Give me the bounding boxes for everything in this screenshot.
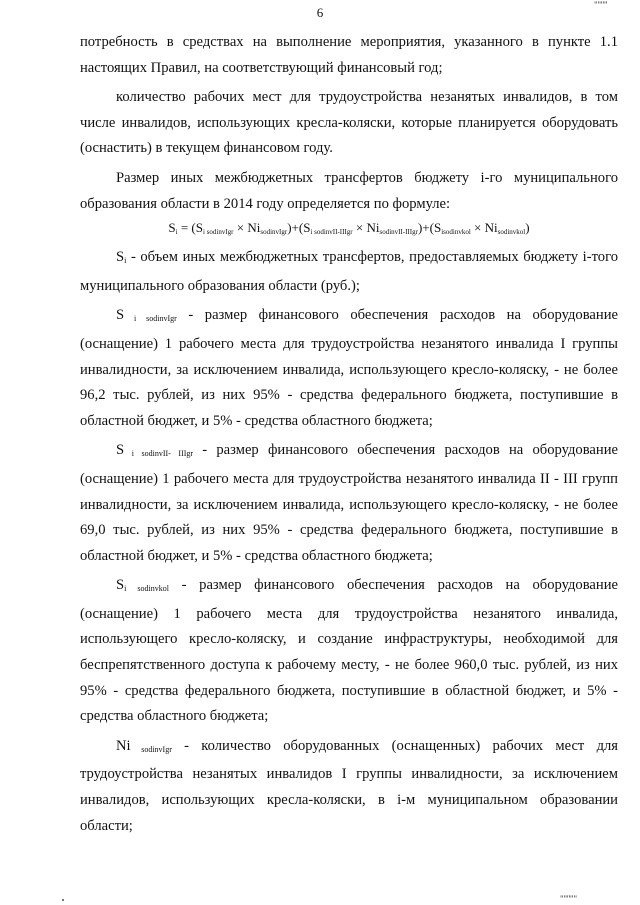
scan-mark-top: "'''''' <box>594 0 608 10</box>
formula-term3-sub: isodinvkol <box>441 228 471 237</box>
def-text: - размер финансового обеспечения расходов на оборудование (оснащение) 1 рабочего места для трудоустройства незанятого инвалида, использующего кресло-коляску, и создание инфраструктуры, необходимой для беспрепятственного доступа к рабочему месту, - не более 960,0 тыс. рублей, из них 95% - средства федерального бюджета, поступившие в областной бюджет, и 5% - средства областного бюджета; <box>80 577 618 725</box>
def-subscript: i <box>124 256 127 266</box>
scan-mark-bottom: "''''''" <box>560 894 578 904</box>
formula-times1: × Ni <box>233 220 261 236</box>
page-number: 6 <box>316 5 324 20</box>
definition-si <box>80 245 618 299</box>
definition-ni-igr <box>80 734 618 839</box>
paragraph-transfer-size: Размер иных межбюджетных трансфертов бюджету i-го муниципального образования области в 2014 году определяется по формуле: <box>80 169 618 212</box>
def-subscript: i sodinvIgr <box>124 314 177 324</box>
formula-plus1: )+(S <box>287 220 311 236</box>
formula-term2n-sub: sodinvII-IIIgr <box>379 228 418 237</box>
def-text: - размер финансового обеспечения расходов на оборудование (оснащение) 1 рабочего места для трудоустройства незанятого инвалида I группы инвалидности, за исключением инвалида, использующего кресло-коляску, - не более 96,2 тыс. рублей, из них 95% - средства федерального бюджета, поступившие в областной бюджет, и 5% - средства областного бюджета; <box>80 307 618 429</box>
def-subscript: i sodinvII- IIIgr <box>124 449 194 459</box>
formula-lhs: S <box>168 220 176 236</box>
document-body <box>80 30 618 843</box>
formula-plus2: )+(S <box>417 220 442 236</box>
definition-s-ii-iiigr <box>80 438 618 569</box>
formula-eq: = (S <box>177 220 203 236</box>
def-symbol: Ni <box>116 737 131 754</box>
scan-dot <box>62 899 64 901</box>
formula-term2-sub: i sodinvII-IIIgr <box>310 228 353 237</box>
formula-lhs-sub: i <box>175 228 178 237</box>
formula-term1-sub: i sodinvIgr <box>202 228 234 237</box>
def-symbol: S <box>116 249 125 266</box>
def-text: - размер финансового обеспечения расходов на оборудование (оснащение) 1 рабочего места для трудоустройства незанятого инвалида II - III групп инвалидности, за исключением инвалида, использующего кресло-коляску, - не более 69,0 тыс. рублей, из них 95% - средства федерального бюджета, поступившие в областной бюджет, и 5% - средства областного бюджета; <box>80 442 618 564</box>
def-text: - количество оборудованных (оснащенных) рабочих мест для трудоустройства незанятых инвалидов I группы инвалидности, за исключением инвалидов, использующих кресла-коляски, в i-м муниципальном образовании области; <box>80 737 618 834</box>
formula-times2: × Ni <box>352 220 380 236</box>
formula-close: ) <box>525 220 530 236</box>
formula-times3: × Ni <box>470 220 498 236</box>
formula <box>80 219 618 241</box>
def-subscript: sodinvIgr <box>130 744 172 754</box>
definition-s-kol <box>80 573 618 730</box>
def-symbol: S <box>116 577 125 594</box>
def-symbol: S <box>116 442 125 459</box>
formula-term1n-sub: sodinvIgr <box>260 228 288 237</box>
paragraph-need: потребность в средствах на выполнение мероприятия, указанного в пункте 1.1 настоящих Правил, на соответствующий финансовый год; <box>80 34 618 76</box>
def-text: - объем иных межбюджетных трансфертов, предоставляемых бюджету i-того муниципального образования области (руб.); <box>80 249 618 294</box>
def-subscript: i sodinvkol <box>124 584 169 594</box>
formula-term3n-sub: sodinvkol <box>497 228 526 237</box>
def-symbol: S <box>116 307 125 324</box>
paragraph-workplaces: количество рабочих мест для трудоустройства незанятых инвалидов, в том числе инвалидов, использующих кресла-коляски, которые планируется оборудовать (оснастить) в текущем финансовом году. <box>80 89 618 157</box>
definition-s-igr <box>80 303 618 434</box>
